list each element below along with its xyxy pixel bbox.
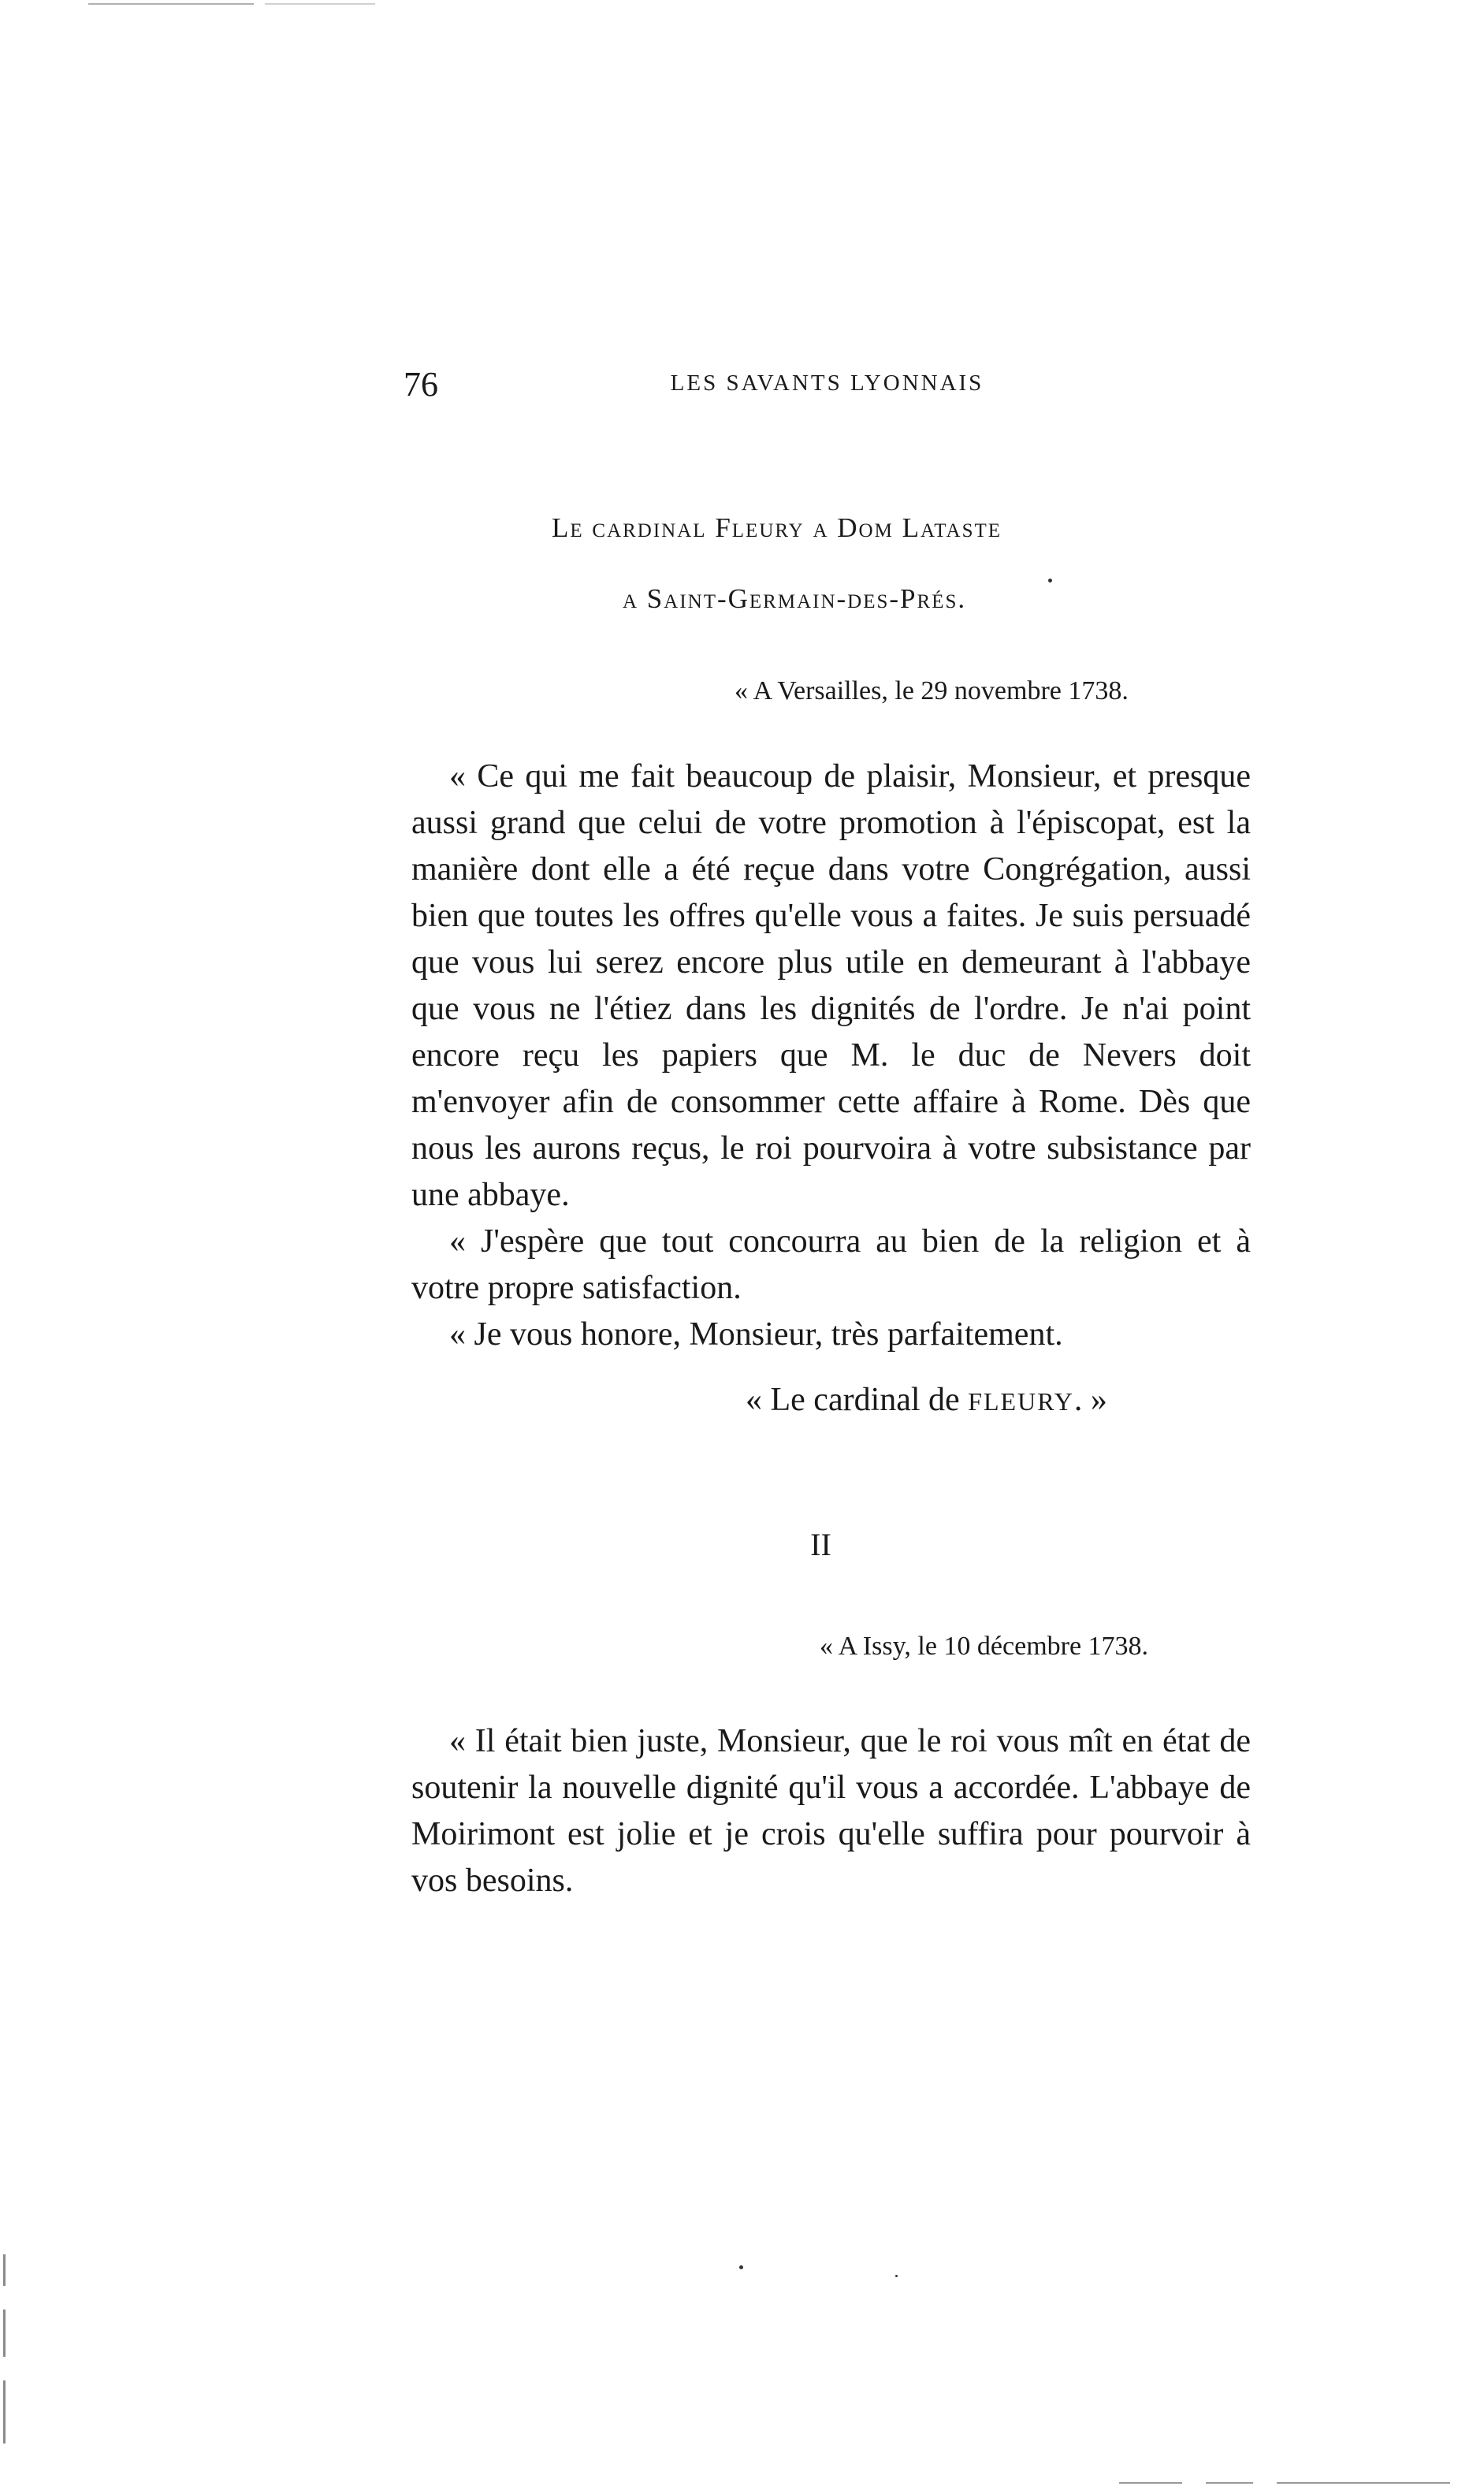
letter-title: Le cardinal Fleury a Dom Lataste	[552, 512, 1002, 543]
running-title: LES SAVANTS LYONNAIS	[670, 370, 984, 396]
letter-signature	[746, 1381, 1107, 1419]
bottom-edge-rule	[1119, 2482, 1182, 2484]
bottom-edge-rule	[1277, 2482, 1450, 2484]
letter-paragraph: « Il était bien juste, Monsieur, que le roi vous mît en état de soutenir la nouvelle dignité qu'il vous a accordée. L'abbaye de Moirimont est jolie et je crois qu'elle suffira pour pourvoir à vos besoins.	[411, 1723, 1251, 1899]
ink-speck	[1048, 579, 1052, 582]
signature-prefix: « Le cardinal de	[746, 1382, 969, 1418]
letter-body	[411, 1718, 1251, 1904]
letter-paragraph: « Je vous honore, Monsieur, très parfaitement.	[449, 1316, 1063, 1353]
letter-dateline: « A Issy, le 10 décembre 1738.	[820, 1632, 1149, 1661]
letter-dateline: « A Versailles, le 29 novembre 1738.	[735, 676, 1129, 705]
signature-name: FLEURY	[968, 1387, 1074, 1416]
page-edge-mark	[3, 2254, 6, 2286]
page-edge-mark	[3, 2309, 6, 2357]
letter-body	[411, 754, 1251, 1358]
bottom-edge-rule	[1206, 2482, 1253, 2484]
letter-paragraph: « Ce qui me fait beaucoup de plaisir, Monsieur, et presque aussi grand que celui de votre promotion à l'épiscopat, est la manière dont elle a été reçue dans votre Congrégation, aussi bien que toutes les offres qu'elle vous a faites. Je suis persuadé que vous lui serez encore plus utile en demeurant à l'abbaye que vous ne l'étiez dans les dignités de l'ordre. Je n'ai point encore reçu les papiers que M. le duc de Nevers doit m'envoyer afin de consommer cette affaire à Rome. Dès que nous les aurons reçus, le roi pourvoira à votre subsistance par une abbaye.	[411, 758, 1251, 1213]
ink-speck	[739, 2265, 743, 2269]
page-number: 76	[404, 365, 438, 404]
section-numeral: II	[810, 1527, 831, 1562]
page-edge-mark	[3, 2380, 6, 2443]
ink-speck	[895, 2275, 898, 2277]
signature-suffix: . »	[1073, 1382, 1107, 1418]
page-header	[404, 364, 1251, 411]
letter-title-subline: a Saint-Germain-des-Prés.	[623, 583, 967, 614]
top-edge-rule	[88, 3, 254, 5]
letter-paragraph: « J'espère que tout concourra au bien de la religion et à votre propre satisfaction.	[411, 1223, 1251, 1306]
top-edge-rule	[265, 3, 375, 5]
